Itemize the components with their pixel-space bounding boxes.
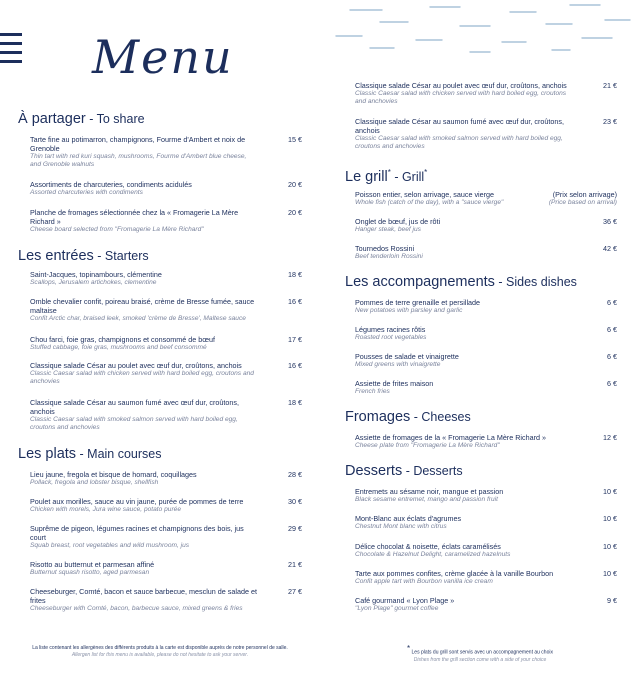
menu-item-translation: Whole fish (catch of the day), with a "sauce vierge" — [355, 199, 504, 206]
menu-item — [355, 298, 617, 315]
menu-item-name: Pommes de terre grenaille et persillade — [355, 298, 481, 307]
menu-item-translation: Mixed greens with vinaigrette — [355, 361, 441, 368]
allergen-note — [12, 645, 308, 659]
menu-item-name: Délice chocolat & noisette, éclats caramélisés — [355, 542, 501, 551]
menu-item-translation: Pollack, fregola and lobster bisque, shellfish — [30, 479, 159, 486]
menu-item — [30, 398, 302, 433]
menu-item-price: 6 € — [607, 298, 617, 307]
menu-item — [30, 361, 302, 387]
menu-item — [30, 497, 302, 514]
menu-item-name: Cheeseburger, Comté, bacon et sauce barbecue, mesclun de salade et frites — [30, 587, 257, 605]
menu-item-name: Chou farci, foie gras, champignons et consommé de bœuf — [30, 335, 215, 344]
menu-item-name: Poisson entier, selon arrivage, sauce vierge — [355, 190, 495, 199]
menu-item-translation: Hanger steak, beef jus — [355, 226, 421, 233]
menu-item-price: 27 € — [288, 587, 302, 596]
menu-item-price: 16 € — [288, 361, 302, 370]
menu-item-name: Classique salade César au saumon fumé avec œuf dur, croûtons, anchois — [355, 117, 564, 135]
grill-note-en: Dishes from the grill section come with a side of your choice — [413, 656, 547, 663]
section-title-separator: - — [76, 447, 88, 461]
menu-item-name: Assiette de frites maison — [355, 379, 434, 388]
menu-item-price: 6 € — [607, 325, 617, 334]
menu-item-name: Poulet aux morilles, sauce au vin jaune, purée de pommes de terre — [30, 497, 244, 506]
section-title-en: Cheeses — [421, 410, 471, 424]
menu-item-name: Onglet de bœuf, jus de rôti — [355, 217, 441, 226]
menu-item — [355, 596, 617, 613]
menu-item-name: Assortiments de charcuteries, condiments acidulés — [30, 180, 192, 189]
menu-item-price: 21 € — [603, 81, 617, 90]
grill-note-star: * — [407, 644, 411, 653]
grill-note — [360, 645, 600, 664]
hamburger-bar — [0, 33, 22, 36]
hamburger-bar — [0, 60, 22, 63]
menu-item-price: 10 € — [603, 487, 617, 496]
section-title-separator: - — [93, 249, 105, 263]
menu-item-price: 18 € — [288, 270, 302, 279]
menu-item-translation: Classic Caesar salad with smoked salmon served with hard boiled egg, croutons and anchovies — [30, 416, 238, 432]
menu-item-name: Planche de fromages sélectionnée chez la « Fromagerie La Mère Richard » — [30, 208, 239, 226]
menu-item-price: 15 € — [288, 135, 302, 144]
section-title-fr: Les plats — [18, 446, 77, 462]
menu-item-price: 36 € — [603, 217, 617, 226]
menu-item-name: Omble chevalier confit, poireau braisé, crème de Bresse fumée, sauce maltaise — [30, 297, 255, 315]
menu-item-price: 6 € — [607, 352, 617, 361]
menu-item-translation: Classic Caesar salad with smoked salmon served with hard boiled egg, croutons and anchovies — [355, 135, 563, 151]
menu-item-price: 6 € — [607, 379, 617, 388]
section-title — [18, 247, 302, 265]
menu-item-price: 21 € — [288, 560, 302, 569]
allergen-note-fr: La liste contenant les allergènes des différents produits à la carte est disponible auprès de notre personnel de salle. — [32, 645, 288, 651]
menu-item-name: Risotto au butternut et parmesan affiné — [30, 560, 155, 569]
menu-item-price: 9 € — [607, 596, 617, 605]
section-title-en: To share — [96, 112, 145, 126]
section-title — [345, 408, 617, 426]
menu-item — [355, 325, 617, 342]
section-title-en: Sides dishes — [506, 275, 577, 289]
menu-item-translation: Classic Caesar salad with chicken served with hard boiled egg, croutons and anchovies — [355, 90, 567, 106]
menu-item-translation: Stuffed cabbage, foie gras, mushrooms and beef consommé — [30, 344, 207, 351]
menu-item-price: 10 € — [603, 542, 617, 551]
menu-item-price: 23 € — [603, 117, 617, 126]
menu-hamburger-icon[interactable] — [0, 33, 22, 69]
menu-item — [355, 244, 617, 261]
section-title-fr: À partager — [18, 111, 86, 127]
menu-item-translation: Thin tart with red kuri squash, mushrooms, Fourme d'Ambert blue cheese, and Grenoble walnuts — [30, 153, 247, 169]
menu-item-name: Suprême de pigeon, légumes racines et champignons des bois, jus court — [30, 524, 244, 542]
section-title — [18, 110, 302, 128]
menu-item — [30, 270, 302, 287]
section-title — [345, 462, 617, 480]
menu-item-price: 12 € — [603, 433, 617, 442]
section-title-fr: Fromages — [345, 409, 411, 425]
menu-item-translation: Roasted root vegetables — [355, 334, 427, 341]
menu-item-translation: Chicken with morels, Jura wine sauce, potato purée — [30, 506, 181, 513]
section-title-star: * — [387, 168, 391, 177]
menu-item-name: Mont-Blanc aux éclats d'agrumes — [355, 514, 462, 523]
menu-item — [30, 587, 302, 613]
section-title — [345, 164, 617, 186]
menu-item-price: 10 € — [603, 569, 617, 578]
menu-item-translation: Beef tenderloin Rossini — [355, 253, 423, 260]
menu-item — [355, 487, 617, 504]
menu-item — [355, 514, 617, 531]
menu-item-name: Pousses de salade et vinaigrette — [355, 352, 459, 361]
menu-item — [355, 379, 617, 396]
menu-item-name: Saint-Jacques, topinambours, clémentine — [30, 270, 162, 279]
hamburger-bar — [0, 42, 22, 45]
menu-item-price: 30 € — [288, 497, 302, 506]
menu-item-name: Entremets au sésame noir, mangue et passion — [355, 487, 504, 496]
menu-item-price: 10 € — [603, 514, 617, 523]
menu-logo: Menu — [92, 30, 234, 84]
menu-item-translation: Cheeseburger with Comté, bacon, barbecue sauce, mixed greens & fries — [30, 605, 243, 612]
menu-item-translation: Chestnut Mont blanc with citrus — [355, 523, 447, 530]
menu-item — [355, 81, 617, 107]
menu-item-price: 28 € — [288, 470, 302, 479]
menu-item-translation: Cheese board selected from "Fromagerie La Mère Richard" — [30, 226, 204, 233]
menu-item-translation: Classic Caesar salad with chicken served with hard boiled egg, croutons and anchovies — [30, 370, 254, 386]
menu-item — [355, 117, 617, 152]
menu-item — [30, 297, 302, 323]
menu-item — [355, 433, 617, 450]
menu-item-name: Tournedos Rossini — [355, 244, 415, 253]
section-title-en: Desserts — [413, 464, 463, 478]
menu-item — [30, 180, 302, 197]
menu-item-price: 17 € — [288, 335, 302, 344]
menu-item-price: 20 € — [288, 208, 302, 217]
section-title-fr: Le grill — [345, 168, 388, 185]
section-title-separator: - — [85, 112, 97, 126]
menu-item-translation: "Lyon Plage" gourmet coffee — [355, 605, 439, 612]
section-title-separator: - — [402, 464, 414, 478]
menu-item-translation: Chocolate & Hazelnut Delight, caramelized hazelnuts — [355, 551, 511, 558]
menu-item — [30, 208, 302, 234]
section-title-fr: Desserts — [345, 463, 403, 479]
section-title-en: Starters — [104, 249, 149, 263]
menu-item — [355, 217, 617, 234]
grill-note-fr — [360, 645, 600, 657]
menu-item-name: Tarte aux pommes confites, crème glacée à la vanille Bourbon — [355, 569, 554, 578]
section-title-fr: Les accompagnements — [345, 274, 495, 290]
section-title-en-star: * — [424, 168, 428, 177]
menu-item-name: Café gourmand « Lyon Plage » — [355, 596, 455, 605]
menu-item-translation: Butternut squash risotto, aged parmesan — [30, 569, 150, 576]
menu-item — [355, 352, 617, 369]
grill-note-fr-text: Les plats du grill sont servis avec un accompagnement au choix — [411, 649, 553, 656]
menu-item-price: 20 € — [288, 180, 302, 189]
menu-item-translation: Squab breast, root vegetables and wild mushroom, jus — [30, 542, 190, 549]
menu-item — [355, 569, 617, 586]
menu-item-price-note: (Price based on arrival) — [548, 199, 617, 206]
menu-item-translation: Scallops, Jerusalem artichokes, clementine — [30, 279, 157, 286]
section-title-separator: - — [494, 275, 507, 289]
section-title-en: Grill — [401, 169, 425, 184]
waves-decoration — [320, 0, 640, 60]
menu-item — [355, 190, 617, 207]
menu-item-translation: French fries — [355, 388, 390, 395]
menu-item-name: Classique salade César au saumon fumé avec œuf dur, croûtons, anchois — [30, 398, 239, 416]
menu-item-translation: New potatoes with parsley and garlic — [355, 307, 463, 314]
menu-item-price: 29 € — [288, 524, 302, 533]
menu-item — [30, 524, 302, 550]
menu-item-name: Assiette de fromages de la « Fromagerie La Mère Richard » — [355, 433, 546, 442]
menu-item — [355, 542, 617, 559]
section-title-separator: - — [390, 169, 402, 184]
section-title-fr: Les entrées — [18, 248, 94, 264]
menu-item-translation: Assorted charcuteries with condiments — [30, 189, 143, 196]
menu-item-translation: Cheese plate from "Fromagerie La Mère Richard" — [355, 442, 500, 449]
section-title — [345, 273, 617, 291]
menu-item-translation: Confit Arctic char, braised leek, smoked 'crème de Bresse', Maltese sauce — [30, 315, 246, 322]
section-title — [18, 445, 302, 463]
menu-item-name: Classique salade César au poulet avec œuf dur, croûtons, anchois — [30, 361, 242, 370]
menu-item — [30, 135, 302, 170]
menu-item-translation: Black sesame entremet, mango and passion fruit — [355, 496, 498, 503]
menu-item — [30, 470, 302, 487]
menu-item — [30, 560, 302, 577]
section-title-en: Main courses — [87, 447, 162, 461]
menu-item-name: Classique salade César au poulet avec œuf dur, croûtons, anchois — [355, 81, 567, 90]
menu-item-translation: Confit apple tart with Bourbon vanilla ice cream — [355, 578, 493, 585]
menu-item-name: Lieu jaune, fregola et bisque de homard, coquillages — [30, 470, 197, 479]
section-title-separator: - — [410, 410, 422, 424]
hamburger-bar — [0, 51, 22, 54]
menu-item-name: Tarte fine au potimarron, champignons, Fourme d'Ambert et noix de Grenoble — [30, 135, 246, 153]
menu-item — [30, 335, 302, 352]
menu-item-price: 16 € — [288, 297, 302, 306]
menu-item-price: 42 € — [603, 244, 617, 253]
menu-item-price: (Prix selon arrivage) — [552, 190, 617, 199]
menu-item-name: Légumes racines rôtis — [355, 325, 426, 334]
menu-item-price: 18 € — [288, 398, 302, 407]
allergen-note-en: Allergen list for this menu is available, please do not hesitate to ask your server. — [71, 652, 249, 658]
